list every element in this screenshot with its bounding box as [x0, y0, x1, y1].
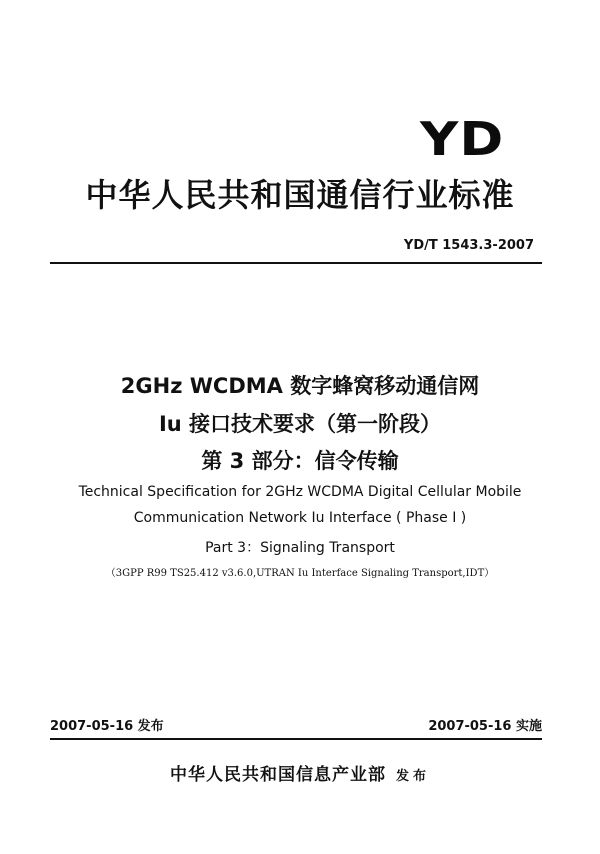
top-divider — [50, 262, 542, 264]
issuer-line — [0, 760, 600, 785]
yd-logo: YD — [419, 112, 504, 166]
cn-title-line-3: 第 3 部分：信令传输 — [201, 449, 399, 473]
issuer-verb: 发布 — [395, 769, 430, 784]
en-title-line-3: Part 3：Signaling Transport — [205, 540, 395, 556]
standard-number: YD/T 1543.3-2007 — [403, 238, 534, 253]
cn-title-line-2: Iu 接口技术要求（第一阶段） — [158, 412, 442, 436]
issue-date: 2007-05-16 发布 — [50, 719, 164, 734]
bottom-divider — [50, 738, 542, 740]
cn-title-line-1: 2GHz WCDMA 数字蜂窝移动通信网 — [120, 374, 480, 398]
issuer-name: 中华人民共和国信息产业部 — [169, 765, 386, 785]
implement-date: 2007-05-16 实施 — [428, 719, 542, 734]
en-title-line-2: Communication Network Iu Interface ( Phase I ) — [133, 510, 467, 526]
en-title-line-1: Technical Specification for 2GHz WCDMA Digital Cellular Mobile — [78, 484, 522, 500]
industry-standard-heading: 中华人民共和国通信行业标准 — [85, 176, 515, 214]
reference-note: （3GPP R99 TS25.412 v3.6.0,UTRAN Iu Interface Signaling Transport,IDT） — [105, 568, 495, 579]
